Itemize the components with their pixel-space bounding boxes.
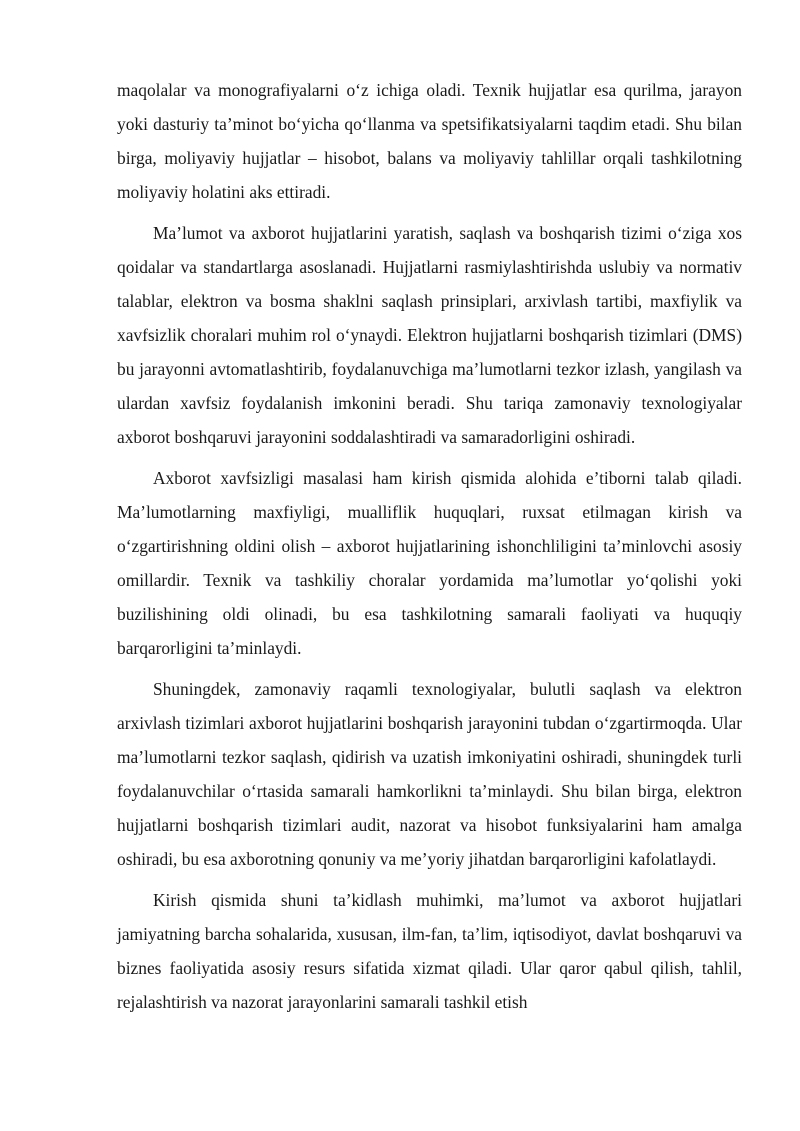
document-page [117,73,742,1026]
paragraph-digital-technologies: Shuningdek, zamonaviy raqamli texnologiyalar, bulutli saqlash va elektron arxivlash tizimlari axborot hujjatlarini boshqarish jarayonini tubdan o‘zgartirmoqda. Ular ma’lumotlarni tezkor saqlash, qidirish va uzatish imkoniyatini oshiradi, shuningdek turli foydalanuvchilar o‘rtasida samarali hamkorlikni ta’minlaydi. Shu bilan birga, elektron hujjatlarni boshqarish tizimlari audit, nazorat va hisobot funksiyalarini ham amalga oshiradi, bu esa axborotning qonuniy va me’yoriy jihatdan barqarorligini kafolatlaydi. [117,679,742,869]
paragraph-conclusion-intro: Kirish qismida shuni ta’kidlash muhimki, ma’lumot va axborot hujjatlari jamiyatning barcha sohalarida, xususan, ilm-fan, ta’lim, iqtisodiyot, davlat boshqaruvi va biznes faoliyatida asosiy resurs sifatida xizmat qiladi. Ular qaror qabul qilish, tahlil, rejalashtirish va nazorat jarayonlarini samarali tashkil etish [117,890,742,1012]
paragraph-document-management: Ma’lumot va axborot hujjatlarini yaratish, saqlash va boshqarish tizimi o‘ziga xos qoidalar va standartlarga asoslanadi. Hujjatlarni rasmiylashtirishda uslubiy va normativ talablar, elektron va bosma shaklni saqlash prinsiplari, arxivlash tartibi, maxfiylik va xavfsizlik choralari muhim rol o‘ynaydi. Elektron hujjatlarni boshqarish tizimlari (DMS) bu jarayonni avtomatlashtirib, foydalanuvchiga ma’lumotlarni tezkor izlash, yangilash va ulardan xavfsiz foydalanish imkonini beradi. Shu tariqa zamonaviy texnologiyalar axborot boshqaruvi jarayonini soddalashtiradi va samaradorligini oshiradi. [117,223,742,447]
paragraph-information-security: Axborot xavfsizligi masalasi ham kirish qismida alohida e’tiborni talab qiladi. Ma’lumotlarning maxfiyligi, mualliflik huquqlari, ruxsat etilmagan kirish va o‘zgartirishning oldini olish – axborot hujjatlarining ishonchliligini ta’minlovchi asosiy omillardir. Texnik va tashkiliy choralar yordamida ma’lumotlar yo‘qolishi yoki buzilishining oldi olinadi, bu esa tashkilotning samarali faoliyati va huquqiy barqarorligini ta’minlaydi. [117,468,742,658]
paragraph-continued: maqolalar va monografiyalarni o‘z ichiga oladi. Texnik hujjatlar esa qurilma, jarayon yoki dasturiy ta’minot bo‘yicha qo‘llanma va spetsifikatsiyalarni taqdim etadi. Shu bilan birga, moliyaviy hujjatlar – hisobot, balans va moliyaviy tahlillar orqali tashkilotning moliyaviy holatini aks ettiradi. [117,80,742,202]
